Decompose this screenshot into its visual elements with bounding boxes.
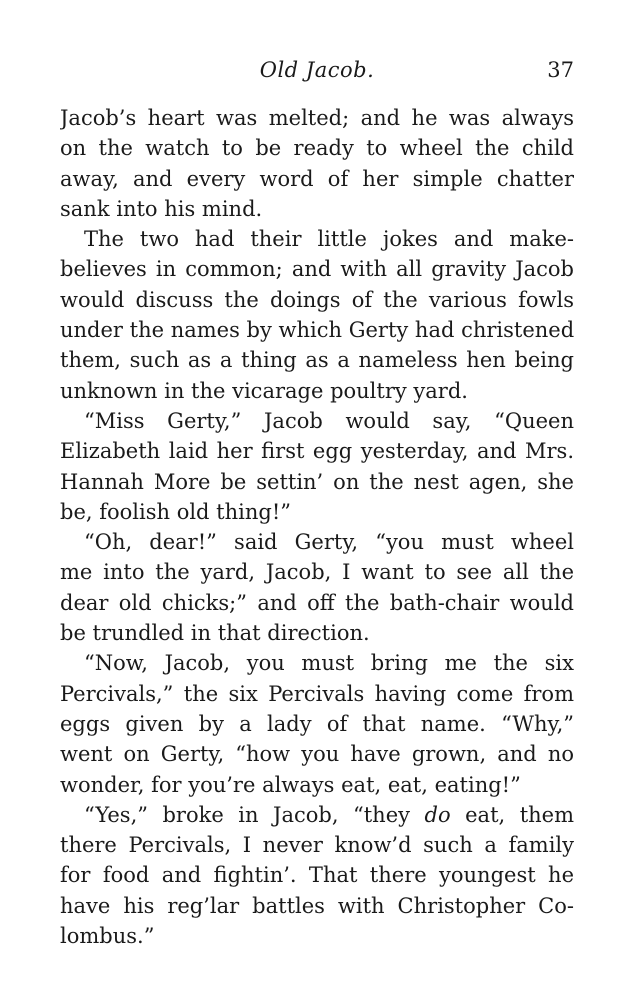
text-line: The two had their little jokes and make-: [84, 227, 574, 252]
text-line: would discuss the doings of the various fowls: [60, 287, 574, 312]
text-line: “Miss Gerty,” Jacob would say, “Queen: [84, 408, 574, 433]
text-line: Elizabeth laid her first egg yesterday, and Mrs.: [60, 439, 574, 464]
text-line: me into the yard, Jacob, I want to see all the: [60, 560, 574, 585]
running-head: [60, 58, 574, 88]
text-line: went on Gerty, “how you have grown, and no: [60, 742, 574, 767]
text-line: under the names by which Gerty had christened: [60, 318, 574, 343]
running-title: Old Jacob.: [259, 58, 375, 82]
text-line: Hannah More be settin’ on the nest agen, she: [60, 469, 574, 494]
text-line: be trundled in that direction.: [60, 621, 370, 646]
text-line: [60, 800, 574, 830]
text-line-start: “Yes,” broke in Jacob, “they: [84, 802, 425, 827]
text-line: believes in common; and with all gravity Jacob: [60, 257, 574, 282]
text-line: eggs given by a lady of that name. “Why,”: [60, 711, 574, 736]
text-line: be, foolish old thing!”: [60, 499, 291, 524]
text-line: Jacob’s heart was melted; and he was always: [60, 106, 574, 130]
text-line: unknown in the vicarage poultry yard.: [60, 378, 468, 403]
text-line: for food and fightin’. That there youngest he: [60, 863, 574, 888]
text-line: wonder, for you’re always eat, eat, eating!”: [60, 772, 521, 797]
emphasis-word: do: [424, 802, 451, 827]
text-line: “Now, Jacob, you must bring me the six: [84, 651, 574, 676]
text-line-end: eat, them: [450, 802, 574, 827]
text-line: Percivals,” the six Percivals having come from: [60, 681, 574, 706]
text-line: them, such as a thing as a nameless hen being: [60, 348, 574, 373]
text-line: on the watch to be ready to wheel the child: [60, 136, 574, 161]
text-line: have his reg’lar battles with Christopher Co-: [60, 893, 574, 918]
text-line: dear old chicks;” and off the bath-chair would: [60, 590, 574, 615]
body-text: [60, 103, 574, 951]
text-line: there Percivals, I never know’d such a family: [60, 833, 574, 858]
text-line: lombus.”: [60, 924, 155, 949]
text-line: sank into his mind.: [60, 196, 263, 221]
page-number: 37: [547, 58, 574, 82]
text-line: “Oh, dear!” said Gerty, “you must wheel: [84, 530, 574, 555]
text-line: away, and every word of her simple chatter: [60, 166, 574, 191]
